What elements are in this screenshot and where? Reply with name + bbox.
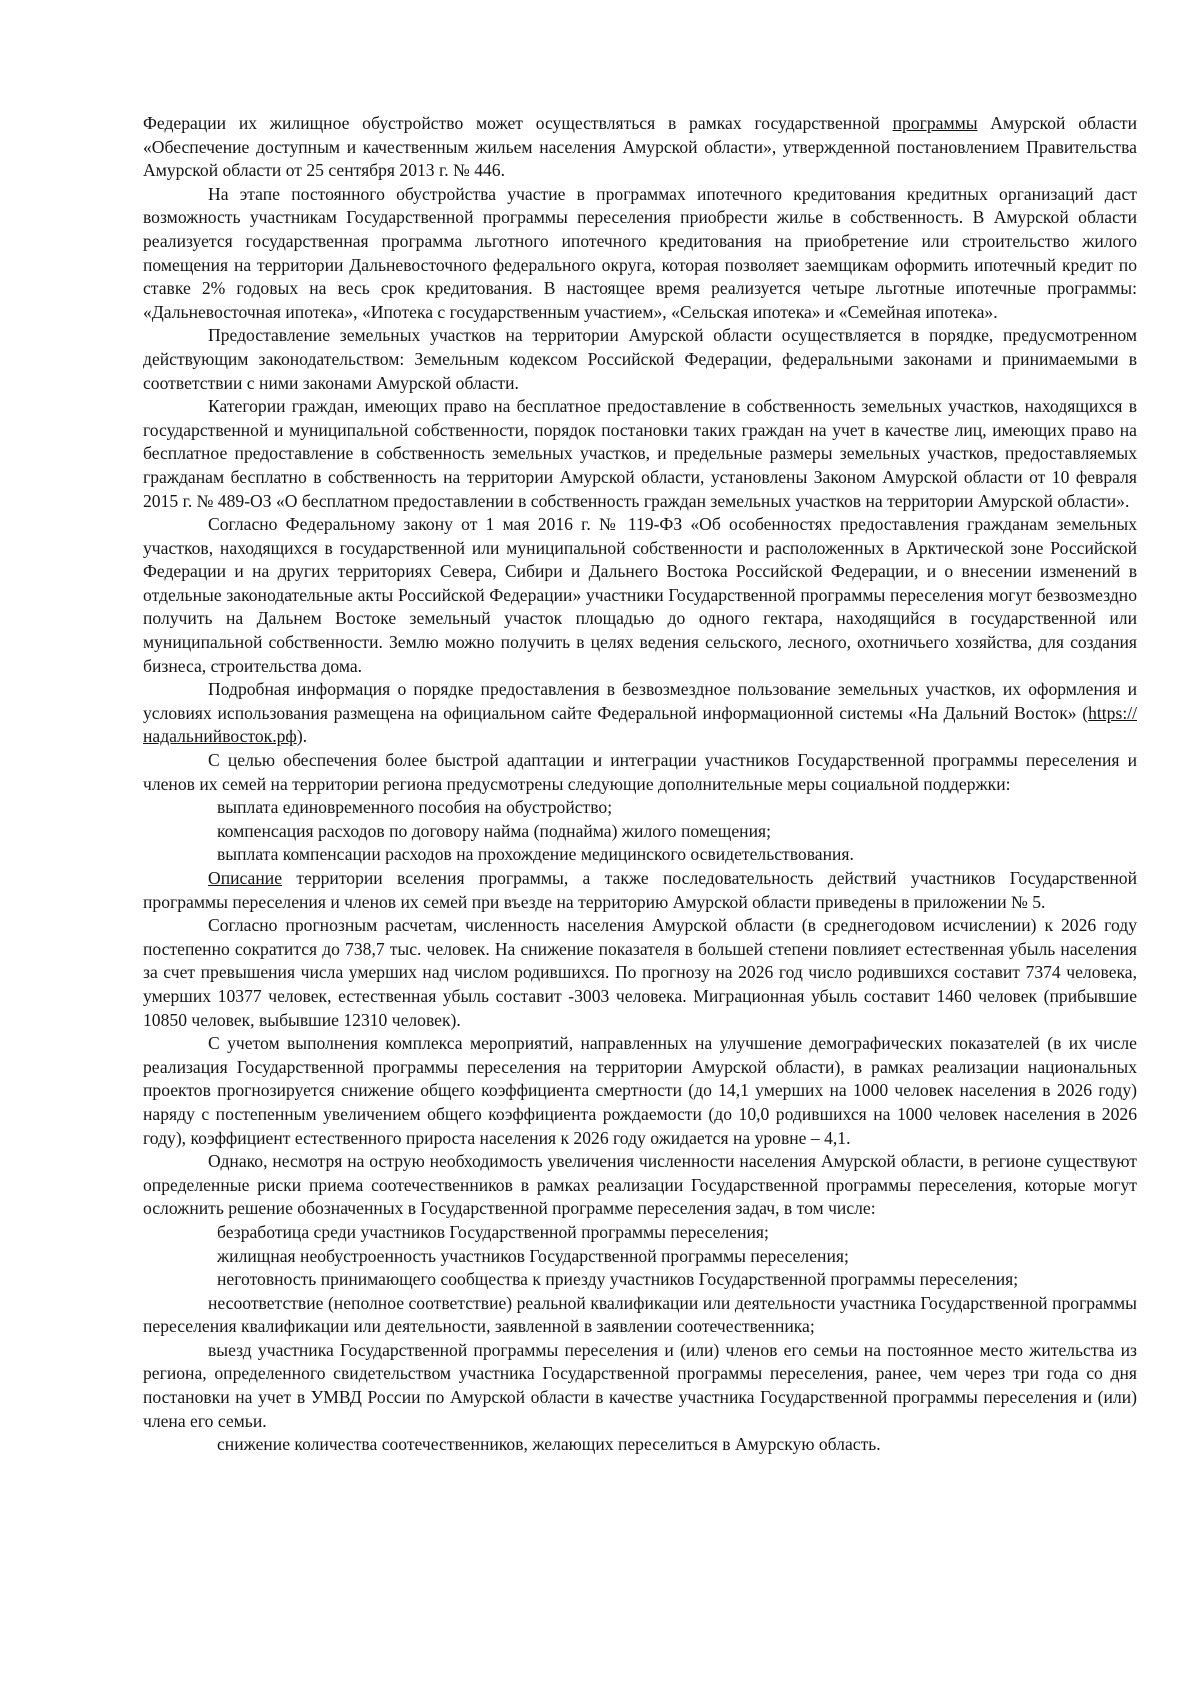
support-item-medical: выплата компенсации расходов на прохождение медицинского освидетельствования. bbox=[217, 844, 854, 865]
description-reference: Описание bbox=[208, 868, 283, 888]
paragraph-demographics: С учетом выполнения комплекса мероприятий, направленных на улучшение демографических показателей (в их числе реализация Государственной программы переселения на территории Амурской области), в рамках реализации национальных проектов прогнозируется снижение общего коэффициента смертности (до 14,1 умерших на 1000 человек населения в 2026 году) наряду с постепенным увеличением общего коэффициента рождаемости (до 10,0 родившихся на 1000 человек населения в 2026 году), коэффициент естественного прироста населения к 2026 году ожидается на уровне – 4,1. bbox=[143, 1033, 1137, 1148]
risk-item-departure: выезд участника Государственной программы переселения и (или) членов его семьи на постоянное место жительства из региона, определенного свидетельством участника Государственной программы переселения, ранее, чем через три года со дня постановки на учет в УМВД России по Амурской области в качестве участника Государственной программы переселения и (или) члена его семьи. bbox=[143, 1339, 1137, 1431]
support-item-rent: компенсация расходов по договору найма (поднайма) жилого помещения; bbox=[217, 820, 771, 841]
risk-item-qualification: несоответствие (неполное соответствие) реальной квалификации или деятельности участника Государственной программы переселения квалификации или деятельности, заявленной в заявлении соотечественника; bbox=[143, 1292, 1137, 1337]
paragraph-far-east-info: Подробная информация о порядке предоставления в безвозмездное пользование земельных участков, их оформления и условиях использования размещена на официальном сайте Федеральной информационной системы «На Дальний Восток» (https://надальнийвосток.рф). bbox=[143, 679, 1137, 747]
paragraph-forecast: Согласно прогнозным расчетам, численность населения Амурской области (в среднегодовом исчислении) к 2026 году постепенно сократится до 738,7 тыс. человек. На снижение показателя в большей степени повлияет естественная убыль населения за счет превышения числа умерших над числом родившихся. По прогнозу на 2026 год число родившихся составит 7374 человека, умерших 10377 человек, естественная убыль составит -3003 человека. Миграционная убыль составит 1460 человек (прибывшие 10850 человек, выбывшие 12310 человек). bbox=[143, 915, 1137, 1030]
risk-item-community: неготовность принимающего сообщества к приезду участников Государственной программы переселения; bbox=[217, 1269, 1019, 1290]
paragraph-land-provision: Предоставление земельных участков на территории Амурской области осуществляется в порядке, предусмотренном действующим законодательством: Земельным кодексом Российской Федерации, федеральными законами и принимаемыми в соответствии с ними законами Амурской области. bbox=[143, 325, 1137, 393]
paragraph-mortgage: На этапе постоянного обустройства участие в программах ипотечного кредитования кредитных организаций даст возможность участникам Государственной программы переселения приобрести жилье в собственность. В Амурской области реализуется государственная программа льготного ипотечного кредитования на приобретение или строительство жилого помещения на территории Дальневосточного федерального округа, которая позволяет заемщикам оформить ипотечный кредит по ставке 2% годовых на весь срок кредитования. В настоящее время реализуется четыре льготные ипотечные программы: «Дальневосточная ипотека», «Ипотека с государственным участием», «Сельская ипотека» и «Семейная ипотека». bbox=[143, 183, 1137, 322]
document-body bbox=[143, 112, 1137, 1457]
far-east-link[interactable]: https://надальнийвосток.рф bbox=[143, 702, 1137, 747]
paragraph-description: Описание территории вселения программы, а также последовательность действий участников Государственной программы переселения и членов их семей при въезде на территорию Амурской области приведены в приложении № 5. bbox=[143, 868, 1137, 912]
risk-item-decline: снижение количества соотечественников, желающих переселиться в Амурскую область. bbox=[217, 1434, 881, 1455]
paragraph-risks: Однако, несмотря на острую необходимость увеличения численности населения Амурской области, в регионе существуют определенные риски приема соотечественников в рамках реализации Государственной программы переселения, которые могут осложнить решение обозначенных в Государственной программе переселения задач, в том числе: bbox=[143, 1151, 1137, 1219]
program-reference: программы bbox=[892, 113, 978, 133]
support-item-allowance: выплата единовременного пособия на обустройство; bbox=[217, 797, 613, 818]
risk-item-housing: жилищная необустроенность участников Государственной программы переселения; bbox=[217, 1245, 849, 1266]
paragraph-support-measures: С целью обеспечения более быстрой адаптации и интеграции участников Государственной программы переселения и членов их семей на территории региона предусмотрены следующие дополнительные меры социальной поддержки: bbox=[143, 750, 1137, 794]
paragraph-federal-law: Согласно Федеральному закону от 1 мая 2016 г. № 119-ФЗ «Об особенностях предоставления гражданам земельных участков, находящихся в государственной или муниципальной собственности и расположенных в Арктической зоне Российской Федерации и на других территориях Севера, Сибири и Дальнего Востока Российской Федерации, и о внесении изменений в отдельные законодательные акты Российской Федерации» участники Государственной программы переселения могут безвозмездно получить на Дальнем Востоке земельный участок площадью до одного гектара, находящийся в государственной или муниципальной собственности. Землю можно получить в целях ведения сельского, лесного, охотничьего хозяйства, для создания бизнеса, строительства дома. bbox=[143, 514, 1137, 676]
paragraph-housing: Федерации их жилищное обустройство может осуществляться в рамках государственной программы Амурской области «Обеспечение доступным и качественным жильем населения Амурской области», утвержденной постановлением Правительства Амурской области от 25 сентября 2013 г. № 446. bbox=[143, 113, 1138, 181]
paragraph-land-categories: Категории граждан, имеющих право на бесплатное предоставление в собственность земельных участков, находящихся в государственной и муниципальной собственности, порядок постановки таких граждан на учет в качестве лиц, имеющих право на бесплатное предоставление в собственность земельных участков, и предельные размеры земельных участков, предоставляемых гражданам бесплатно в собственность на территории Амурской области, установлены Законом Амурской области от 10 февраля 2015 г. № 489-ОЗ «О бесплатном предоставлении в собственность граждан земельных участков на территории Амурской области». bbox=[143, 396, 1137, 511]
risk-item-unemployment: безработица среди участников Государственной программы переселения; bbox=[217, 1221, 769, 1242]
